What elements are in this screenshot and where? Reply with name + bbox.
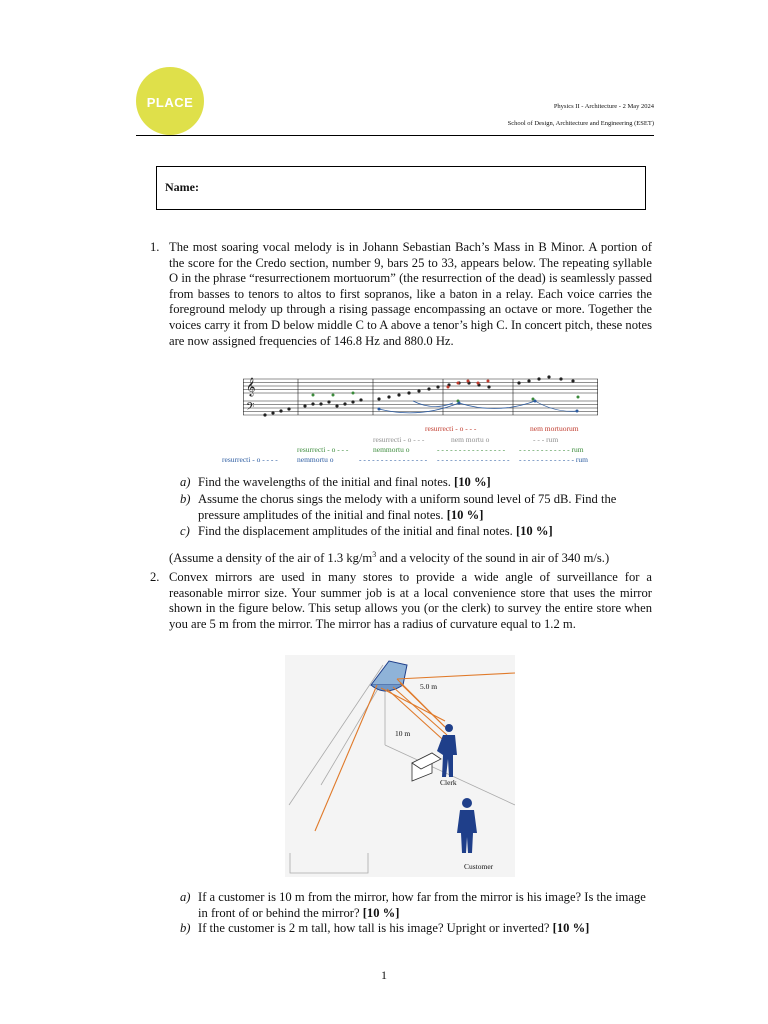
lyric-tenor-d: - - - - - - - - - - - - rum (519, 445, 584, 454)
question-2 (150, 570, 652, 632)
header-rule (136, 135, 654, 136)
part-text: If the customer is 2 m tall, how tall is his image? Upright or inverted? (198, 921, 550, 935)
part-weight: [10 %] (446, 507, 484, 522)
lyric-bass-c: - - - - - - - - - - - - - - - - (359, 455, 428, 464)
note-post: and a velocity of the sound in air of 340 m/s.) (376, 551, 610, 566)
bass-clef-icon: 𝄢 (246, 401, 255, 416)
treble-clef-icon: 𝄞 (246, 377, 256, 396)
label-5m: 5.0 m (420, 682, 438, 691)
logo (136, 67, 204, 135)
lyric-tenor-a: resurrecti - o - - - (297, 445, 349, 454)
question-text: Convex mirrors are used in many stores to provide a wide angle of surveillance for a reasonable mirror size. Your summer job is at a local convenience store that uses the mirror shown in the figure below. This setup allows you (or the clerk) to survey the entire store when you are 5 m from the mirror. The mirror has a radius of curvature equal to 1.2 m. (169, 570, 652, 631)
lyric-tenor-b: nemmortu o (373, 445, 410, 454)
question-text: The most soaring vocal melody is in Johann Sebastian Bach’s Mass in B Minor. A portion of the score for the Credo section, number 9, bars 25 to 33, appears below. The repeating syllable O in the phrase “resurrectionem mortuorum” (the resurrection of the dead) is seamlessly passed from basses to tenors to altos to first sopranos, like a baton in a relay. Each voice carries the foreground melody up through a rising passage encompassing an octave or more. Together the voices carry it from D below middle C to A above a tenor’s high C. In concert pitch, these notes are now assigned frequencies of 146.8 Hz and 880.0 Hz. (169, 240, 652, 348)
part-weight: [10 %] (362, 905, 400, 920)
lyric-bass-d: - - - - - - - - - - - - - - - - - (437, 455, 510, 464)
lyric-bass-e: - - - - - - - - - - - - - rum (519, 455, 588, 464)
question-number: 1. (150, 240, 160, 254)
q1-part-a (180, 475, 652, 491)
lyric-alto-c: - - - rum (533, 435, 559, 444)
label-10m: 10 m (395, 729, 411, 738)
part-label: b) (180, 492, 191, 506)
logo-text: PLACE (146, 94, 194, 110)
lyric-alto-a: resurrecti - o - - - (373, 435, 425, 444)
question-1 (150, 240, 652, 349)
part-text: If a customer is 10 m from the mirror, how far from the mirror is his image? Is the image in front of or behind the mirror? (198, 890, 646, 920)
lyric-bass-b: nemmortu o (297, 455, 334, 464)
course-line: Physics II - Architecture - 2 May 2024 (553, 103, 654, 110)
name-label: Name: (165, 180, 199, 194)
name-box[interactable] (156, 166, 646, 210)
convex-mirror-figure (285, 655, 515, 877)
q2-part-b (180, 921, 652, 937)
q1-part-c (180, 524, 652, 540)
q1-note (169, 547, 659, 567)
lyric-soprano-a: resurrecti - o - - - (425, 424, 477, 433)
label-clerk: Clerk (440, 778, 457, 787)
part-label: c) (180, 524, 190, 538)
page-number: 1 (381, 968, 387, 982)
q2-part-a (180, 890, 652, 921)
part-label: b) (180, 921, 191, 935)
part-weight: [10 %] (552, 921, 590, 935)
question-number: 2. (150, 570, 160, 584)
note-pre: (Assume a density of the air of 1.3 kg/m (169, 551, 373, 566)
part-weight: [10 %] (454, 475, 491, 489)
lyric-soprano-b: nem mortuorum (530, 424, 579, 433)
part-text: Find the wavelengths of the initial and final notes. (198, 475, 451, 489)
part-weight: [10 %] (515, 524, 553, 538)
part-label: a) (180, 475, 191, 489)
part-text: Find the displacement amplitudes of the initial and final notes. (198, 524, 513, 538)
label-customer: Customer (464, 862, 494, 871)
lyric-tenor-c: - - - - - - - - - - - - - - - - (437, 445, 506, 454)
music-score-figure (243, 373, 598, 428)
part-text: Assume the chorus sings the melody with a uniform sound level of 75 dB. Find the pressure amplitudes of the initial and final notes. (198, 492, 617, 522)
lyric-alto-b: nem mortu o (451, 435, 490, 444)
lyric-bass-a: resurrecti - o - - - - (222, 455, 278, 464)
part-label: a) (180, 890, 191, 904)
school-line: School of Design, Architecture and Engineering (ESET) (507, 120, 654, 127)
note-sup: 3 (372, 550, 377, 559)
q1-part-b (180, 492, 652, 523)
